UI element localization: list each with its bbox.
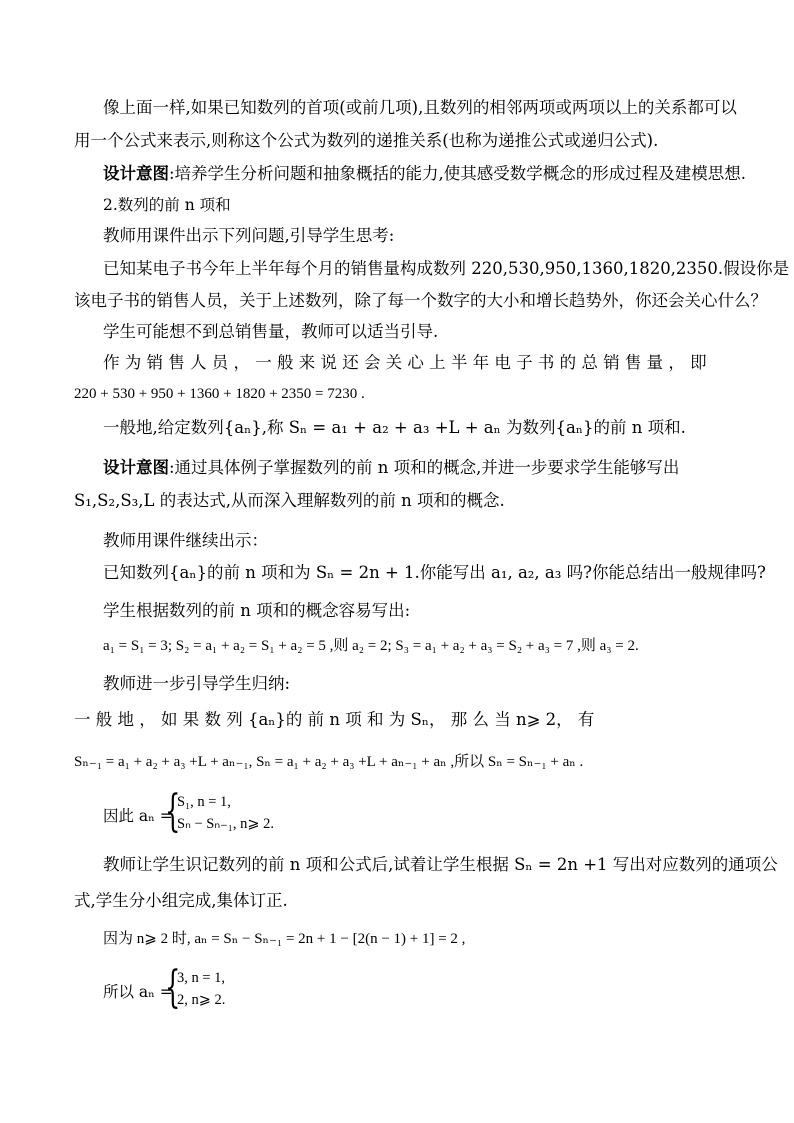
piecewise-case-1: S₁, n = 1, (177, 794, 231, 810)
design-intent-text: :通过具体例子掌握数列的前 n 项和的概念,并进一步要求学生能够写出 (169, 458, 680, 477)
section-heading-sum: 2.数列的前 n 项和 (103, 196, 231, 214)
teacher-instruction-4-line-1: 教师让学生识记数列的前 n 项和公式后,试着让学生根据 Sₙ = 2n +1 写出对应数列的通项公 (103, 855, 778, 874)
student-derivation-intro: 学生根据数列的前 n 项和的概念容易写出: (103, 601, 411, 620)
sales-sum-equation: 220 + 530 + 950 + 1360 + 1820 + 2350 = 7230 . (74, 386, 365, 402)
piecewise-case-2: Sₙ − Sₙ₋₁, n⩾ 2. (177, 816, 274, 832)
generalization-equation: Sₙ₋₁ = a₁ + a₂ + a₃ +L + aₙ₋₁, Sₙ = a₁ + a₂ + a₃ +L + aₙ₋₁ + aₙ ,所以 Sₙ = Sₙ₋₁ + aₙ . (74, 754, 584, 770)
sales-paragraph-line-1: 作 为 销 售 人 员 ， 一 般 来 说 还 会 关 心 上 半 年 电 子 书 的 总 销 售 量 ， 即 (103, 353, 707, 372)
design-intent-2-line-2: S₁,S₂,S₃,L 的表达式,从而深入理解数列的前 n 项和的概念. (74, 491, 505, 510)
piecewise-case-1: 3, n = 1, (177, 970, 226, 986)
generalization-line-1: 一 般 地 ， 如 果 数 列 {aₙ}的 前 n 项 和 为 Sₙ， 那 么 当 n⩾ 2， 有 (74, 710, 595, 729)
teacher-instruction-2: 教师用课件继续出示： (103, 531, 268, 550)
design-intent-label: 设计意图 (103, 164, 169, 183)
design-intent-1 (103, 164, 747, 184)
brace-icon: { (165, 786, 181, 837)
teacher-instruction-3: 教师进一步引导学生归纳: (103, 674, 291, 693)
brace-icon: { (165, 962, 181, 1013)
piecewise-case-2: 2, n⩾ 2. (177, 992, 226, 1008)
student-derivation-equation: a₁ = S₁ = 3; S₂ = a₁ + a₂ = S₁ + a₂ = 5 ,则 a₂ = 2; S₃ = a₁ + a₂ + a₃ = S₂ + a₃ = 7 ,则 a₃ = 2. (103, 638, 639, 654)
problem-sn-line: 已知数列{aₙ}的前 n 项和为 Sₙ = 2n + 1.你能写出 a₁, a₂, a₃ 吗?你能总结出一般规律吗? (103, 563, 766, 582)
piecewise-label: 所以 aₙ = (103, 983, 173, 1001)
teacher-instruction-1: 教师用课件出示下列问题,引导学生思考: (103, 226, 395, 245)
piecewise-label: 因此 aₙ = (103, 807, 173, 825)
an-derivation-equation: 因为 n⩾ 2 时, aₙ = Sₙ − Sₙ₋₁ = 2n + 1 − [2(n − 1) + 1] = 2 , (103, 931, 466, 947)
paragraph-recursion-line-1: 像上面一样,如果已知数列的首项(或前几项),且数列的相邻两项或两项以上的关系都可以 (103, 98, 737, 117)
design-intent-label: 设计意图 (103, 458, 169, 477)
definition-sum-line: 一般地,给定数列{aₙ},称 Sₙ = a₁ + a₂ + a₃ +L + aₙ 为数列{aₙ}的前 n 项和. (103, 418, 686, 437)
student-note: 学生可能想不到总销售量，教师可以适当引导. (103, 322, 439, 341)
problem-line-1: 已知某电子书今年上半年每个月的销售量构成数列 220,530,950,1360,1820,2350.假设你是 (103, 259, 790, 278)
design-intent-text: :培养学生分析问题和抽象概括的能力,使其感受数学概念的形成过程及建模思想. (169, 164, 747, 183)
teacher-instruction-4-line-2: 式,学生分小组完成,集体订正. (74, 891, 288, 910)
problem-line-2: 该电子书的销售人员，关于上述数列，除了每一个数字的大小和增长趋势外，你还会关心什么？ (74, 291, 767, 310)
design-intent-2 (103, 458, 723, 478)
paragraph-recursion-line-2: 用一个公式来表示,则称这个公式为数列的递推关系(也称为递推公式或递归公式). (74, 131, 659, 150)
